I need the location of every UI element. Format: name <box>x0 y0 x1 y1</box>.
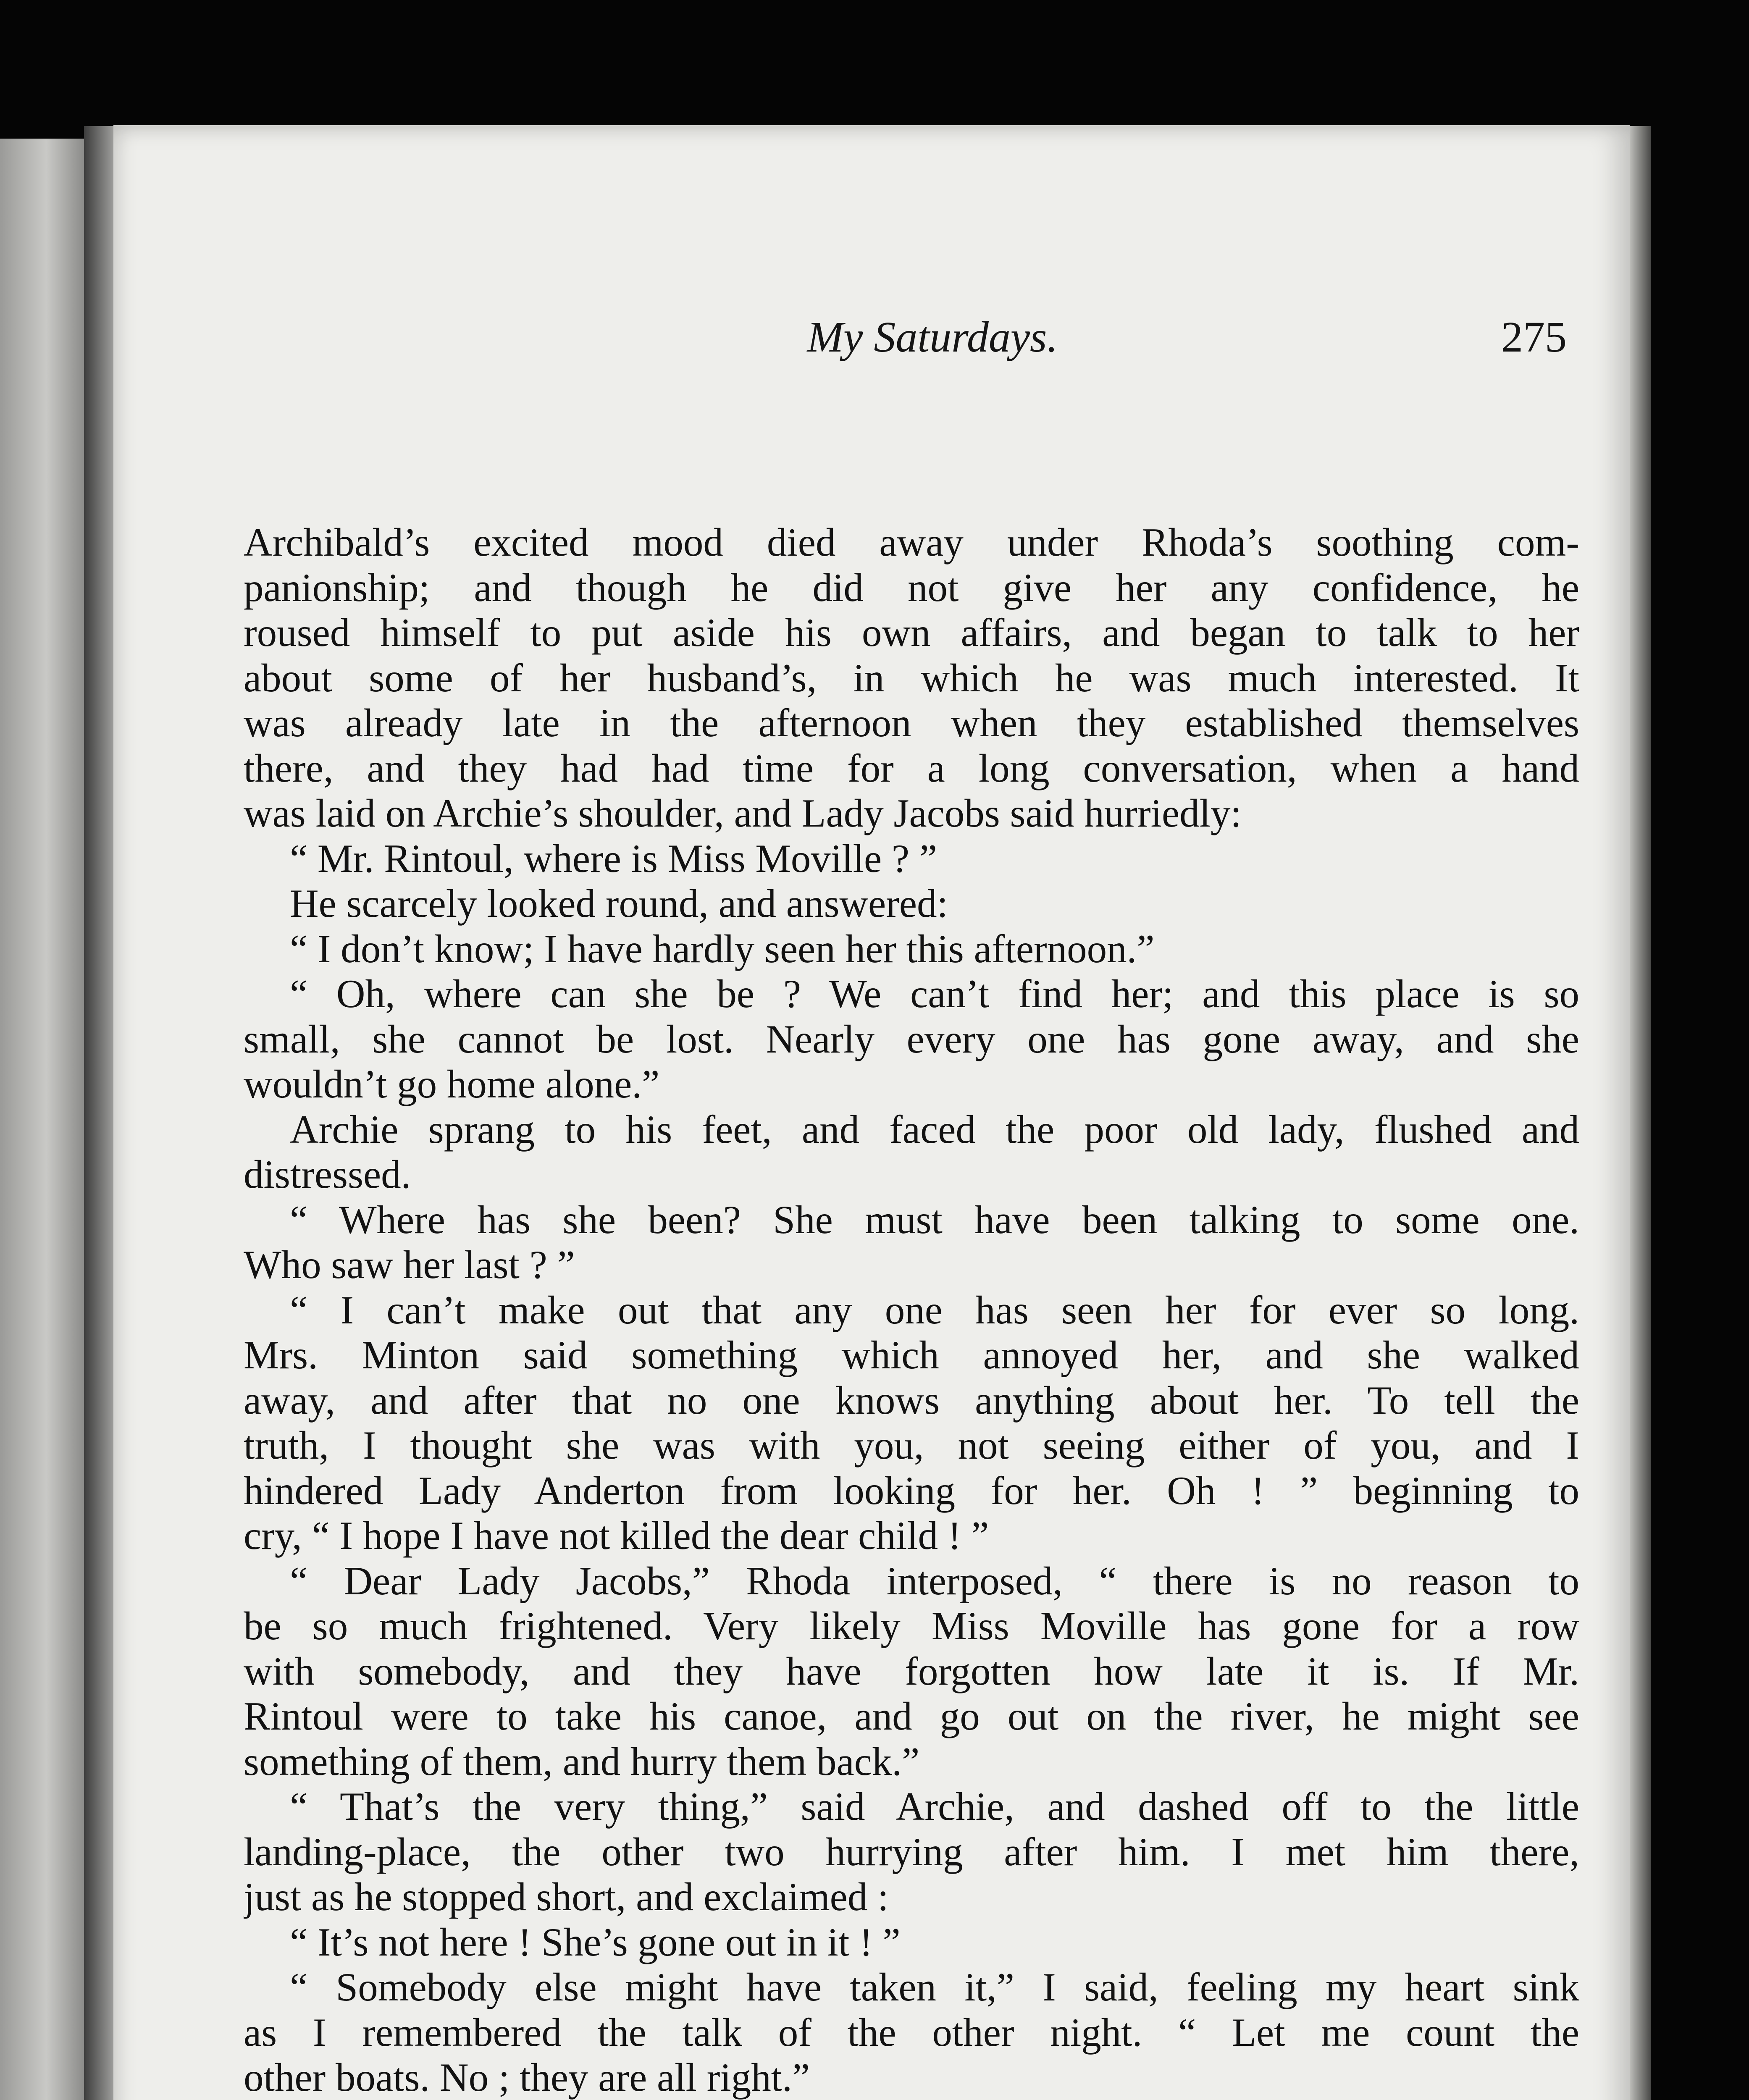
text-line: just as he stopped short, and exclaimed : <box>244 1874 889 1919</box>
text-line: with somebody, and they have forgotten how late it is. If Mr. <box>244 1648 1579 1693</box>
text-line: small, she cannot be lost. Nearly every one has gone away, and she <box>244 1016 1579 1061</box>
text-line: “ Dear Lady Jacobs,” Rhoda interposed, “ there is no reason to <box>290 1558 1579 1603</box>
text-line: other boats. No ; they are all right.” <box>244 2055 810 2100</box>
text-line: something of them, and hurry them back.” <box>244 1739 920 1784</box>
text-line: Who saw her last ? ” <box>244 1242 575 1287</box>
running-title: My Saturdays. <box>807 313 1058 361</box>
book-gutter <box>84 126 113 2100</box>
book-page <box>113 125 1630 2100</box>
text-line: Archie sprang to his feet, and faced the poor old lady, flushed and <box>290 1107 1579 1152</box>
text-line: cry, “ I hope I have not killed the dear child ! ” <box>244 1513 989 1558</box>
text-line: truth, I thought she was with you, not seeing either of you, and I <box>244 1423 1579 1467</box>
text-line: “ Oh, where can she be ? We can’t find her; and this place is so <box>290 971 1579 1016</box>
text-line: Rintoul were to take his canoe, and go out on the river, he might see <box>244 1694 1579 1738</box>
text-line: roused himself to put aside his own affairs, and began to talk to her <box>244 610 1579 655</box>
text-line: He scarcely looked round, and answered: <box>290 881 948 926</box>
text-line: away, and after that no one knows anything about her. To tell the <box>244 1378 1579 1423</box>
text-line: “ Where has she been? She must have been talking to some one. <box>290 1197 1579 1242</box>
body-text <box>244 520 1579 2100</box>
text-line: “ I don’t know; I have hardly seen her this afternoon.” <box>290 926 1155 971</box>
page-header <box>113 306 1592 369</box>
text-line: about some of her husband’s, in which he was much interested. It <box>244 655 1579 700</box>
text-line: “ I can’t make out that any one has seen her for ever so long. <box>290 1287 1579 1332</box>
text-line: there, and they had had time for a long conversation, when a hand <box>244 746 1579 790</box>
text-line: Archibald’s excited mood died away under Rhoda’s soothing com- <box>244 520 1579 564</box>
text-line: “ That’s the very thing,” said Archie, and dashed off to the little <box>290 1784 1579 1829</box>
page-edge-shadow <box>1630 126 1651 2100</box>
text-line: was already late in the afternoon when they established themselves <box>244 701 1579 745</box>
page-number: 275 <box>1501 313 1567 361</box>
text-line: “ Somebody else might have taken it,” I said, feeling my heart sink <box>290 1965 1579 2009</box>
text-line: hindered Lady Anderton from looking for her. Oh ! ” beginning to <box>244 1468 1579 1513</box>
text-line: wouldn’t go home alone.” <box>244 1062 660 1106</box>
text-line: distressed. <box>244 1152 411 1197</box>
text-line: be so much frightened. Very likely Miss Moville has gone for a row <box>244 1604 1579 1648</box>
text-line: “ Mr. Rintoul, where is Miss Moville ? ” <box>290 836 937 881</box>
text-line: landing-place, the other two hurrying after him. I met him there, <box>244 1829 1579 1874</box>
previous-page-edge <box>0 139 84 2100</box>
text-line: was laid on Archie’s shoulder, and Lady Jacobs said hurriedly: <box>244 791 1242 835</box>
text-line: “ It’s not here ! She’s gone out in it ! ” <box>290 1919 901 1964</box>
text-line: Mrs. Minton said something which annoyed her, and she walked <box>244 1333 1579 1377</box>
text-line: as I remembered the talk of the other night. “ Let me count the <box>244 2010 1579 2055</box>
text-line: panionship; and though he did not give her any confidence, he <box>244 565 1579 610</box>
